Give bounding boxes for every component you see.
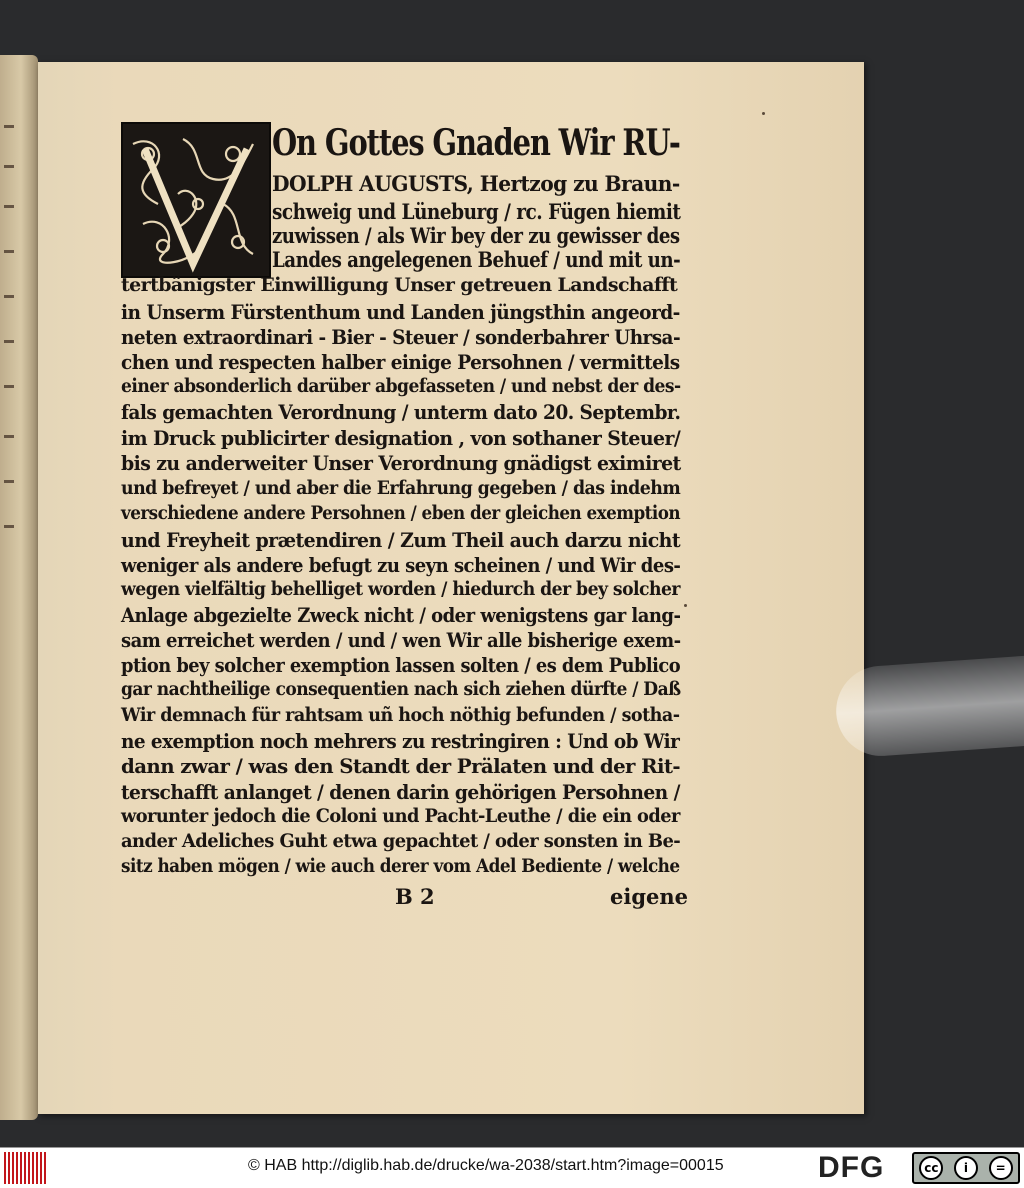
text-line: terschafft anlanget / denen darin gehörigen Persohnen / bbox=[121, 780, 680, 804]
text-line: ander Adeliches Guht etwa gepachtet / oder sonsten in Be- bbox=[121, 830, 681, 852]
hab-logo-icon[interactable] bbox=[4, 1152, 48, 1184]
text-line: wegen vielfältig behelliget worden / hiedurch der bey solcher bbox=[121, 578, 680, 600]
text-line: tertbänigster Einwilligung Unser getreuen Landschafft bbox=[121, 274, 678, 296]
text-line: DOLPH AUGUSTS, Hertzog zu Braun- bbox=[272, 171, 680, 196]
text-line: sam erreichet werden / und / wen Wir alle bisherige exem- bbox=[121, 628, 681, 652]
text-line: Landes angelegenen Behuef / und mit un- bbox=[272, 247, 681, 272]
decorated-initial bbox=[121, 122, 271, 278]
text-line: und Freyheit prætendiren / Zum Theil auch darzu nicht bbox=[121, 528, 681, 552]
catchword: eigene bbox=[610, 884, 689, 909]
ornament-initial-icon bbox=[123, 124, 269, 276]
text-line: im Druck publicirter designation , von sothaner Steuer/ bbox=[121, 426, 681, 450]
text-line: bis zu anderweiter Unser Verordnung gnädigst eximiret bbox=[121, 451, 681, 475]
signature-mark: B 2 bbox=[395, 884, 435, 909]
text-line: weniger als andere befugt zu seyn scheinen / und Wir des- bbox=[121, 553, 681, 577]
text-line: zuwissen / als Wir bey der zu gewisser des bbox=[272, 223, 680, 248]
speck bbox=[684, 604, 687, 607]
text-line: und befreyet / und aber die Erfahrung gegeben / das indehm bbox=[121, 477, 681, 499]
dfg-logo[interactable]: DFG bbox=[818, 1151, 885, 1184]
speck bbox=[762, 112, 765, 115]
text-line: einer absonderlich darüber abgefasseten / und nebst der des- bbox=[121, 375, 681, 397]
text-line: gar nachtheilige consequentien nach sich ziehen dürfte / Daß bbox=[121, 678, 681, 700]
by-icon: i bbox=[954, 1156, 978, 1180]
text-line: verschiedene andere Persohnen / eben der gleichen exemption bbox=[121, 502, 681, 524]
credit-link[interactable]: © HAB http://diglib.hab.de/drucke/wa-2038/start.htm?image=00015 bbox=[248, 1157, 724, 1174]
text-line: ption bey solcher exemption lassen solten / es dem Publico bbox=[121, 653, 681, 677]
text-line: schweig und Lüneburg / rc. Fügen hiemit bbox=[272, 199, 681, 224]
text-line: worunter jedoch die Coloni und Pacht-Leuthe / die ein oder bbox=[121, 805, 680, 827]
sa-icon: = bbox=[989, 1156, 1013, 1180]
cc-icon: cc bbox=[919, 1156, 943, 1180]
text-line: dann zwar / was den Standt der Prälaten und der Rit- bbox=[121, 754, 681, 778]
text-line: chen und respecten halber einige Persohnen / vermittels bbox=[121, 350, 680, 374]
text-line: neten extraordinari - Bier - Steuer / sonderbahrer Uhrsa- bbox=[121, 325, 681, 349]
heading-line: On Gottes Gnaden Wir RU- bbox=[272, 122, 680, 164]
cc-license-badge[interactable] bbox=[912, 1152, 1020, 1184]
text-line: sitz haben mögen / wie auch derer vom Adel Bediente / welche bbox=[121, 855, 680, 877]
text-line: ne exemption noch mehrers zu restringiren : Und ob Wir bbox=[121, 729, 680, 753]
text-line: fals gemachten Verordnung / unterm dato 20. Septembr. bbox=[121, 400, 681, 424]
text-line: Anlage abgezielte Zweck nicht / oder wenigstens gar lang- bbox=[121, 603, 681, 627]
footer-bar bbox=[0, 1147, 1024, 1188]
text-line: in Unserm Fürstenthum und Landen jüngsthin angeord- bbox=[121, 300, 680, 324]
adjacent-page-edge bbox=[0, 55, 38, 1120]
text-line: Wir demnach für rahtsam uñ hoch nöthig befunden / sotha- bbox=[121, 704, 680, 726]
